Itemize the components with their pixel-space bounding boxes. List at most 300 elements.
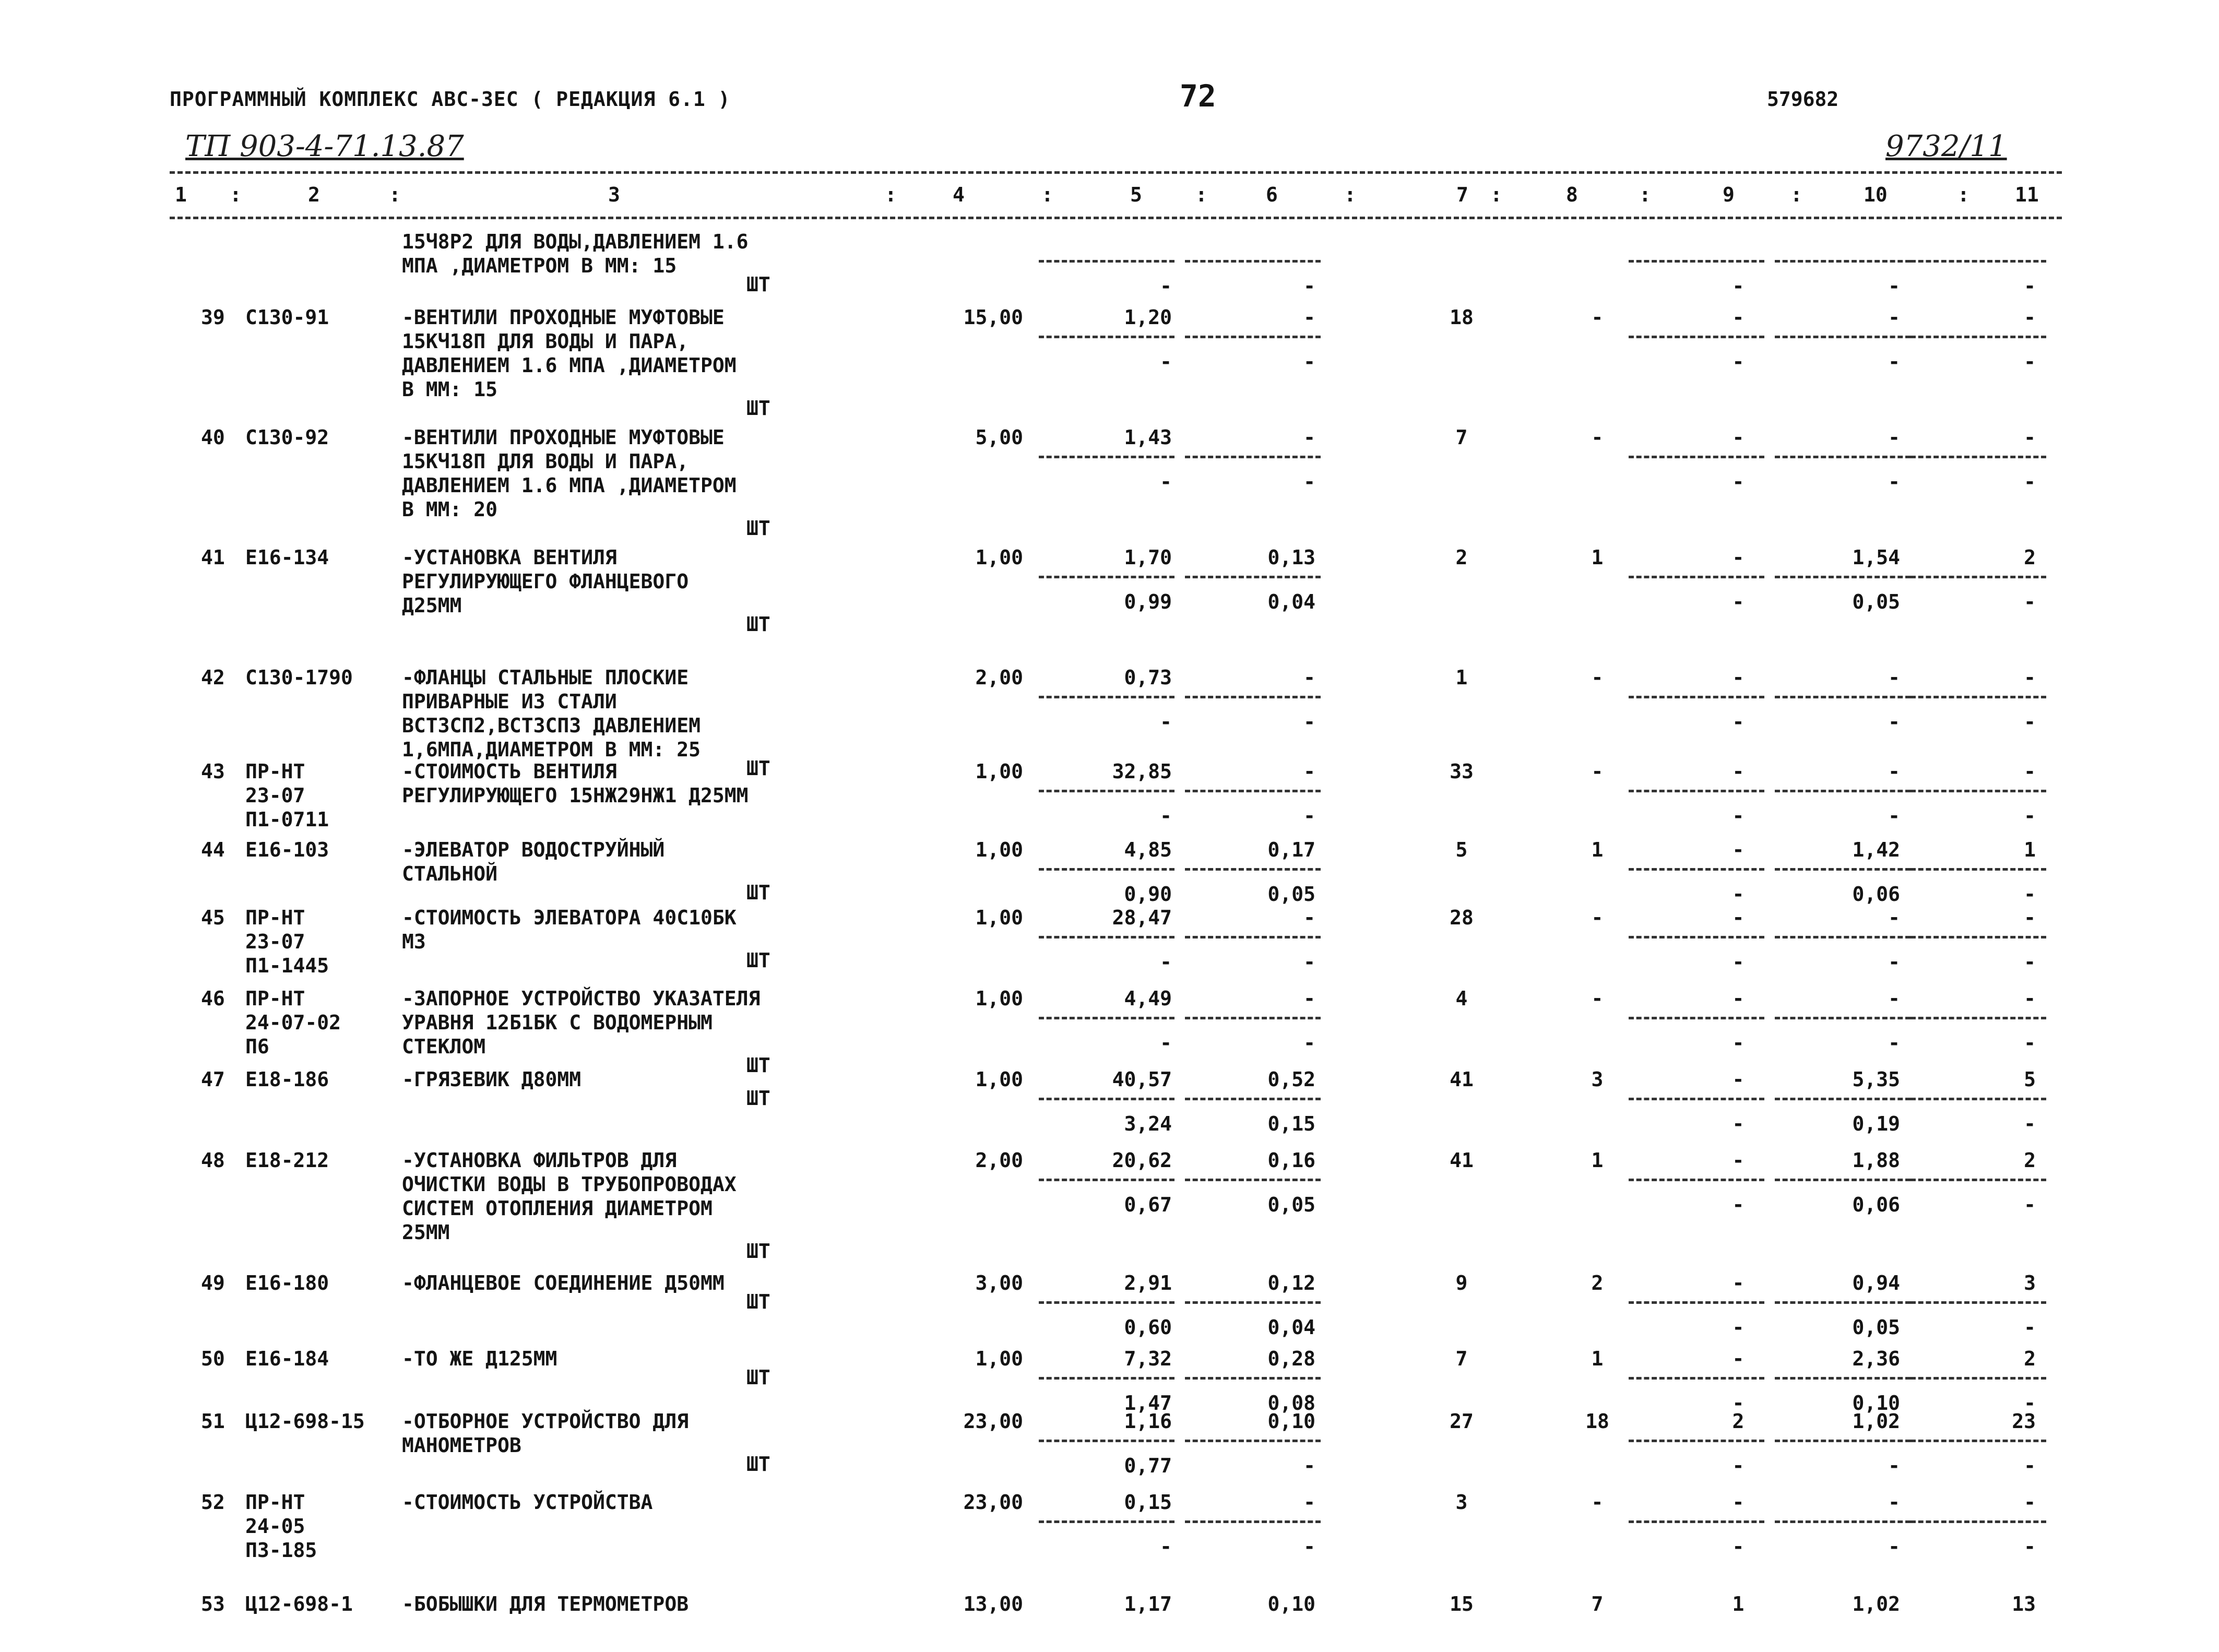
total-wage: 7 [1591, 1592, 1604, 1615]
labor-total-sub-value: - [2024, 804, 2036, 827]
dash-c6 [1185, 1520, 1321, 1523]
dash-c5 [1039, 790, 1174, 792]
labor-total-sub-value: - [2024, 1392, 2036, 1415]
dash-c5 [1039, 936, 1174, 938]
machine-cost: - [1732, 1491, 1745, 1514]
total-wage: - [1591, 666, 1604, 689]
labor-total: - [2024, 906, 2036, 929]
dash-c10 [1775, 936, 1911, 938]
total-cost: 27 [1450, 1410, 1474, 1433]
dash-c11 [1911, 1520, 2046, 1523]
machine-sub-value: - [1732, 804, 1745, 827]
dash-c10 [1775, 1440, 1911, 1442]
cost-per-unit: 2,91 [1124, 1271, 1172, 1294]
handwritten-project-number: ТП 903-4-71.13.87 [185, 129, 464, 163]
item-description: РЕГУЛИРУЮЩЕГО ФЛАНЦЕВОГО [402, 570, 689, 593]
dash-c5 [1039, 260, 1174, 263]
labor-sub-value: - [1888, 710, 1900, 733]
cost-per-unit: 40,57 [1112, 1068, 1172, 1091]
total-cost: 9 [1455, 1271, 1468, 1294]
total-cost: 28 [1450, 906, 1474, 929]
column-separator: : [389, 183, 401, 206]
item-description: -СТОИМОСТЬ УСТРОЙСТВА [402, 1491, 653, 1514]
quantity: 23,00 [963, 1410, 1023, 1433]
labor-total: - [2024, 306, 2036, 329]
labor-per-unit: 1,88 [1852, 1149, 1900, 1172]
labor-per-unit: - [1888, 906, 1900, 929]
cost-sub-value: 3,24 [1124, 1112, 1172, 1135]
total-wage: 1 [1591, 1149, 1604, 1172]
dash-c11 [1911, 1179, 2046, 1181]
wage-sub-value: - [1303, 1031, 1315, 1054]
handwritten-sheet-number: 9732/11 [1885, 129, 2007, 163]
cost-per-unit: 1,20 [1124, 306, 1172, 329]
quantity: 1,00 [975, 906, 1023, 929]
wage-sub-value: - [1303, 950, 1315, 973]
item-description: -ВЕНТИЛИ ПРОХОДНЫЕ МУФТОВЫЕ [402, 426, 725, 449]
rate-code: ПР-НТ [245, 1491, 305, 1514]
dash-c9 [1629, 260, 1764, 263]
total-wage: - [1591, 987, 1604, 1010]
total-cost: 4 [1455, 987, 1468, 1010]
wage-sub-value: 0,05 [1267, 883, 1315, 906]
column-separator: : [230, 183, 242, 206]
dash-c11 [1911, 260, 2046, 263]
machine-cost: 1 [1732, 1592, 1745, 1615]
dash-c10 [1775, 260, 1911, 263]
total-wage: - [1591, 426, 1604, 449]
labor-sub-value: - [1888, 1454, 1900, 1477]
labor-total-sub-value: - [2024, 1454, 2036, 1477]
dash-c10 [1775, 868, 1911, 871]
item-description: УРАВНЯ 12Б1БК С ВОДОМЕРНЫМ [402, 1011, 713, 1034]
machine-cost: - [1732, 426, 1745, 449]
wage-sub-value: - [1303, 470, 1315, 493]
total-cost: 41 [1450, 1068, 1474, 1091]
total-wage: 1 [1591, 1347, 1604, 1370]
wage-per-unit: 0,52 [1267, 1068, 1315, 1091]
labor-total-sub-value: - [2024, 590, 2036, 613]
item-description: -СТОИМОСТЬ ВЕНТИЛЯ [402, 760, 617, 783]
dash-c9 [1629, 1017, 1764, 1019]
rate-code: Е18-212 [245, 1149, 329, 1172]
quantity: 1,00 [975, 838, 1023, 861]
labor-total: - [2024, 987, 2036, 1010]
rate-code: 23-07 [245, 784, 305, 807]
item-description: -СТОИМОСТЬ ЭЛЕВАТОРА 40С10БК [402, 906, 737, 929]
labor-sub-value: - [1888, 350, 1900, 373]
quantity: 2,00 [975, 666, 1023, 689]
item-description: ВСТ3СП2,ВСТ3СП3 ДАВЛЕНИЕМ [402, 714, 701, 737]
dash-c9 [1629, 576, 1764, 578]
item-description: 15Ч8Р2 ДЛЯ ВОДЫ,ДАВЛЕНИЕМ 1.6 [402, 230, 749, 253]
labor-sub-value: 0,06 [1852, 883, 1900, 906]
dash-c10 [1775, 1301, 1911, 1304]
quantity: 1,00 [975, 1347, 1023, 1370]
dash-c11 [1911, 456, 2046, 458]
rate-code: 23-07 [245, 930, 305, 953]
cost-per-unit: 4,49 [1124, 987, 1172, 1010]
cost-sub-value: 1,47 [1124, 1392, 1172, 1415]
total-wage: - [1591, 760, 1604, 783]
total-cost: 33 [1450, 760, 1474, 783]
column-header-4: 4 [953, 183, 965, 206]
labor-sub-value: 0,19 [1852, 1112, 1900, 1135]
wage-per-unit: 0,16 [1267, 1149, 1315, 1172]
machine-cost: - [1732, 666, 1745, 689]
total-cost: 7 [1455, 1347, 1468, 1370]
row-number: 47 [201, 1068, 225, 1091]
rate-code: П1-1445 [245, 954, 329, 977]
cost-per-unit: 1,43 [1124, 426, 1172, 449]
dash-c9 [1629, 868, 1764, 871]
wage-sub-value: - [1303, 804, 1315, 827]
cost-sub-value: - [1160, 470, 1172, 493]
machine-sub-value: - [1732, 950, 1745, 973]
column-header-1: 1 [175, 183, 187, 206]
column-header-9: 9 [1723, 183, 1735, 206]
item-description: МПА ,ДИАМЕТРОМ В ММ: 15 [402, 254, 677, 277]
cost-per-unit: 28,47 [1112, 906, 1172, 929]
machine-cost: - [1732, 987, 1745, 1010]
machine-cost: - [1732, 906, 1745, 929]
labor-sub-value: 0,05 [1852, 1316, 1900, 1339]
labor-total: 13 [2012, 1592, 2036, 1615]
machine-sub-value: - [1732, 275, 1745, 298]
row-number: 53 [201, 1592, 225, 1615]
dash-c11 [1911, 868, 2046, 871]
total-cost: 5 [1455, 838, 1468, 861]
dash-c9 [1629, 1520, 1764, 1523]
item-description: -ОТБОРНОЕ УСТРОЙСТВО ДЛЯ [402, 1410, 689, 1433]
cost-sub-value: - [1160, 350, 1172, 373]
dash-c9 [1629, 936, 1764, 938]
machine-sub-value: - [1732, 350, 1745, 373]
quantity: 15,00 [963, 306, 1023, 329]
dash-c6 [1185, 1179, 1321, 1181]
cost-sub-value: - [1160, 950, 1172, 973]
item-description: 25ММ [402, 1221, 450, 1244]
machine-sub-value: - [1732, 470, 1745, 493]
labor-total-sub-value: - [2024, 1112, 2036, 1135]
dash-c6 [1185, 1017, 1321, 1019]
total-cost: 15 [1450, 1592, 1474, 1615]
column-header-5: 5 [1130, 183, 1142, 206]
row-number: 43 [201, 760, 225, 783]
cost-sub-value: 0,77 [1124, 1454, 1172, 1477]
labor-total-sub-value: - [2024, 1316, 2036, 1339]
cost-per-unit: 4,85 [1124, 838, 1172, 861]
quantity: 23,00 [963, 1491, 1023, 1514]
wage-per-unit: - [1303, 666, 1315, 689]
item-description: СТЕКЛОМ [402, 1035, 486, 1058]
labor-total-sub-value: - [2024, 470, 2036, 493]
rate-code: ПР-НТ [245, 987, 305, 1010]
unit-label: ШТ [746, 1054, 770, 1077]
dash-c6 [1185, 456, 1321, 458]
total-wage: 1 [1591, 838, 1604, 861]
dash-c5 [1039, 336, 1174, 338]
column-separator: : [1041, 183, 1053, 206]
unit-label: ШТ [746, 881, 770, 904]
labor-per-unit: 2,36 [1852, 1347, 1900, 1370]
item-description: -ГРЯЗЕВИК Д80ММ [402, 1068, 582, 1091]
dash-c6 [1185, 1440, 1321, 1442]
unit-label: ШТ [746, 397, 770, 420]
item-description: РЕГУЛИРУЮЩЕГО 15НЖ29НЖ1 Д25ММ [402, 784, 749, 807]
total-wage: - [1591, 1491, 1604, 1514]
dash-c11 [1911, 1017, 2046, 1019]
item-description: 1,6МПА,ДИАМЕТРОМ В ММ: 25 [402, 738, 701, 761]
rate-code: П6 [245, 1035, 269, 1058]
labor-per-unit: 1,42 [1852, 838, 1900, 861]
item-description: Д25ММ [402, 594, 462, 617]
quantity: 13,00 [963, 1592, 1023, 1615]
dash-c11 [1911, 1440, 2046, 1442]
item-description: -ТО ЖЕ Д125ММ [402, 1347, 557, 1370]
column-separator: : [1490, 183, 1502, 206]
labor-per-unit: 1,02 [1852, 1592, 1900, 1615]
unit-label: ШТ [746, 1087, 770, 1110]
rate-code: С130-91 [245, 306, 329, 329]
dash-c11 [1911, 1377, 2046, 1380]
total-cost: 7 [1455, 426, 1468, 449]
dash-c6 [1185, 1301, 1321, 1304]
dash-c6 [1185, 576, 1321, 578]
rate-code: Ц12-698-15 [245, 1410, 365, 1433]
machine-cost: - [1732, 1347, 1745, 1370]
wage-per-unit: 0,28 [1267, 1347, 1315, 1370]
cost-sub-value: - [1160, 275, 1172, 298]
labor-total: 5 [2024, 1068, 2036, 1091]
rate-code: П1-0711 [245, 808, 329, 831]
quantity: 2,00 [975, 1149, 1023, 1172]
dash-c10 [1775, 1520, 1911, 1523]
cost-per-unit: 1,17 [1124, 1592, 1172, 1615]
labor-total-sub-value: - [2024, 710, 2036, 733]
unit-label: ШТ [746, 1290, 770, 1313]
quantity: 5,00 [975, 426, 1023, 449]
machine-cost: - [1732, 306, 1745, 329]
item-description: В ММ: 15 [402, 378, 498, 401]
labor-total-sub-value: - [2024, 883, 2036, 906]
cost-per-unit: 0,15 [1124, 1491, 1172, 1514]
unit-label: ШТ [746, 949, 770, 972]
labor-per-unit: - [1888, 987, 1900, 1010]
rate-code: Е18-186 [245, 1068, 329, 1091]
item-description: В ММ: 20 [402, 498, 498, 521]
dash-c5 [1039, 1520, 1174, 1523]
column-header-7: 7 [1456, 183, 1468, 206]
item-description: ОЧИСТКИ ВОДЫ В ТРУБОПРОВОДАХ [402, 1173, 737, 1196]
wage-sub-value: - [1303, 275, 1315, 298]
dash-c6 [1185, 936, 1321, 938]
item-description: -ФЛАНЦЫ СТАЛЬНЫЕ ПЛОСКИЕ [402, 666, 689, 689]
rate-code: ПР-НТ [245, 760, 305, 783]
total-cost: 41 [1450, 1149, 1474, 1172]
rate-code: П3-185 [245, 1539, 317, 1562]
column-separator: : [1195, 183, 1207, 206]
cost-per-unit: 20,62 [1112, 1149, 1172, 1172]
machine-sub-value: - [1732, 1031, 1745, 1054]
cost-per-unit: 1,70 [1124, 546, 1172, 569]
machine-cost: - [1732, 838, 1745, 861]
dash-c5 [1039, 1098, 1174, 1100]
item-description: ПРИВАРНЫЕ ИЗ СТАЛИ [402, 690, 617, 713]
labor-total: - [2024, 760, 2036, 783]
machine-cost: - [1732, 1271, 1745, 1294]
dash-c10 [1775, 336, 1911, 338]
item-description: -ВЕНТИЛИ ПРОХОДНЫЕ МУФТОВЫЕ [402, 306, 725, 329]
wage-per-unit: 0,17 [1267, 838, 1315, 861]
rate-code: С130-1790 [245, 666, 353, 689]
quantity: 3,00 [975, 1271, 1023, 1294]
machine-sub-value: - [1732, 1193, 1745, 1216]
labor-per-unit: - [1888, 426, 1900, 449]
labor-sub-value: - [1888, 1031, 1900, 1054]
rate-code: Е16-180 [245, 1271, 329, 1294]
item-description: М3 [402, 930, 426, 953]
labor-per-unit: 5,35 [1852, 1068, 1900, 1091]
cost-sub-value: 0,90 [1124, 883, 1172, 906]
wage-per-unit: - [1303, 987, 1315, 1010]
column-header-2: 2 [308, 183, 320, 206]
dash-c6 [1185, 696, 1321, 698]
dash-c5 [1039, 1440, 1174, 1442]
wage-per-unit: 0,12 [1267, 1271, 1315, 1294]
rate-code: Е16-184 [245, 1347, 329, 1370]
dash-c6 [1185, 1377, 1321, 1380]
dash-c10 [1775, 696, 1911, 698]
dash-c11 [1911, 336, 2046, 338]
labor-total: - [2024, 426, 2036, 449]
machine-sub-value: - [1732, 1454, 1745, 1477]
wage-per-unit: 0,13 [1267, 546, 1315, 569]
labor-total: - [2024, 666, 2036, 689]
labor-sub-value: - [1888, 470, 1900, 493]
dash-c9 [1629, 1098, 1764, 1100]
cost-sub-value: - [1160, 804, 1172, 827]
unit-label: ШТ [746, 613, 770, 636]
row-number: 42 [201, 666, 225, 689]
dash-c11 [1911, 790, 2046, 792]
wage-sub-value: - [1303, 1535, 1315, 1558]
unit-label: ШТ [746, 1366, 770, 1389]
total-wage: - [1591, 306, 1604, 329]
unit-label: ШТ [746, 517, 770, 540]
labor-total: 23 [2012, 1410, 2036, 1433]
total-cost: 18 [1450, 306, 1474, 329]
labor-total-sub-value: - [2024, 950, 2036, 973]
labor-sub-value: 0,05 [1852, 590, 1900, 613]
labor-per-unit: 1,02 [1852, 1410, 1900, 1433]
wage-per-unit: - [1303, 760, 1315, 783]
row-number: 49 [201, 1271, 225, 1294]
labor-total: 1 [2024, 838, 2036, 861]
item-description: МАНОМЕТРОВ [402, 1434, 521, 1457]
dash-c10 [1775, 790, 1911, 792]
cost-sub-value: - [1160, 710, 1172, 733]
labor-total: 2 [2024, 546, 2036, 569]
dash-c11 [1911, 1098, 2046, 1100]
item-description: -УСТАНОВКА ФИЛЬТРОВ ДЛЯ [402, 1149, 677, 1172]
labor-sub-value: - [1888, 950, 1900, 973]
quantity: 1,00 [975, 987, 1023, 1010]
labor-per-unit: - [1888, 760, 1900, 783]
column-separator: : [1344, 183, 1356, 206]
wage-sub-value: 0,04 [1267, 590, 1315, 613]
unit-label: ШТ [746, 1453, 770, 1476]
row-number: 46 [201, 987, 225, 1010]
labor-sub-value: - [1888, 275, 1900, 298]
cost-per-unit: 1,16 [1124, 1410, 1172, 1433]
labor-per-unit: - [1888, 1491, 1900, 1514]
item-description: -ЗАПОРНОЕ УСТРОЙСТВО УКАЗАТЕЛЯ [402, 987, 761, 1010]
column-separator: : [885, 183, 897, 206]
item-description: -ФЛАНЦЕВОЕ СОЕДИНЕНИЕ Д50ММ [402, 1271, 725, 1294]
dash-c6 [1185, 1098, 1321, 1100]
total-wage: 1 [1591, 546, 1604, 569]
dash-c11 [1911, 936, 2046, 938]
dash-c6 [1185, 790, 1321, 792]
wage-sub-value: - [1303, 350, 1315, 373]
wage-sub-value: 0,08 [1267, 1392, 1315, 1415]
rate-code: Е16-134 [245, 546, 329, 569]
labor-per-unit: 1,54 [1852, 546, 1900, 569]
unit-label: ШТ [746, 273, 770, 296]
machine-sub-value: - [1732, 710, 1745, 733]
dash-c5 [1039, 576, 1174, 578]
dash-c11 [1911, 696, 2046, 698]
labor-total: - [2024, 1491, 2036, 1514]
row-number: 40 [201, 426, 225, 449]
labor-sub-value: 0,10 [1852, 1392, 1900, 1415]
labor-per-unit: - [1888, 666, 1900, 689]
quantity: 1,00 [975, 760, 1023, 783]
labor-total: 3 [2024, 1271, 2036, 1294]
dash-c5 [1039, 1377, 1174, 1380]
dash-c9 [1629, 790, 1764, 792]
cost-sub-value: - [1160, 1535, 1172, 1558]
wage-sub-value: 0,05 [1267, 1193, 1315, 1216]
total-cost: 3 [1455, 1491, 1468, 1514]
dash-c5 [1039, 1301, 1174, 1304]
dash-c9 [1629, 1301, 1764, 1304]
wage-per-unit: 0,10 [1267, 1410, 1315, 1433]
cost-per-unit: 0,73 [1124, 666, 1172, 689]
cost-per-unit: 7,32 [1124, 1347, 1172, 1370]
unit-label: ШТ [746, 757, 770, 780]
rate-code: ПР-НТ [245, 906, 305, 929]
rate-code: С130-92 [245, 426, 329, 449]
column-header-8: 8 [1566, 183, 1578, 206]
wage-sub-value: - [1303, 1454, 1315, 1477]
labor-total: 2 [2024, 1149, 2036, 1172]
item-description: ДАВЛЕНИЕМ 1.6 МПА ,ДИАМЕТРОМ [402, 474, 737, 497]
wage-sub-value: 0,04 [1267, 1316, 1315, 1339]
item-description: 15КЧ18П ДЛЯ ВОДЫ И ПАРА, [402, 450, 689, 473]
row-number: 52 [201, 1491, 225, 1514]
row-number: 45 [201, 906, 225, 929]
column-separator: : [1957, 183, 1969, 206]
labor-total-sub-value: - [2024, 1535, 2036, 1558]
row-number: 48 [201, 1149, 225, 1172]
total-wage: - [1591, 906, 1604, 929]
machine-sub-value: - [1732, 883, 1745, 906]
dash-c5 [1039, 1179, 1174, 1181]
total-wage: 18 [1585, 1410, 1609, 1433]
dash-c9 [1629, 1179, 1764, 1181]
